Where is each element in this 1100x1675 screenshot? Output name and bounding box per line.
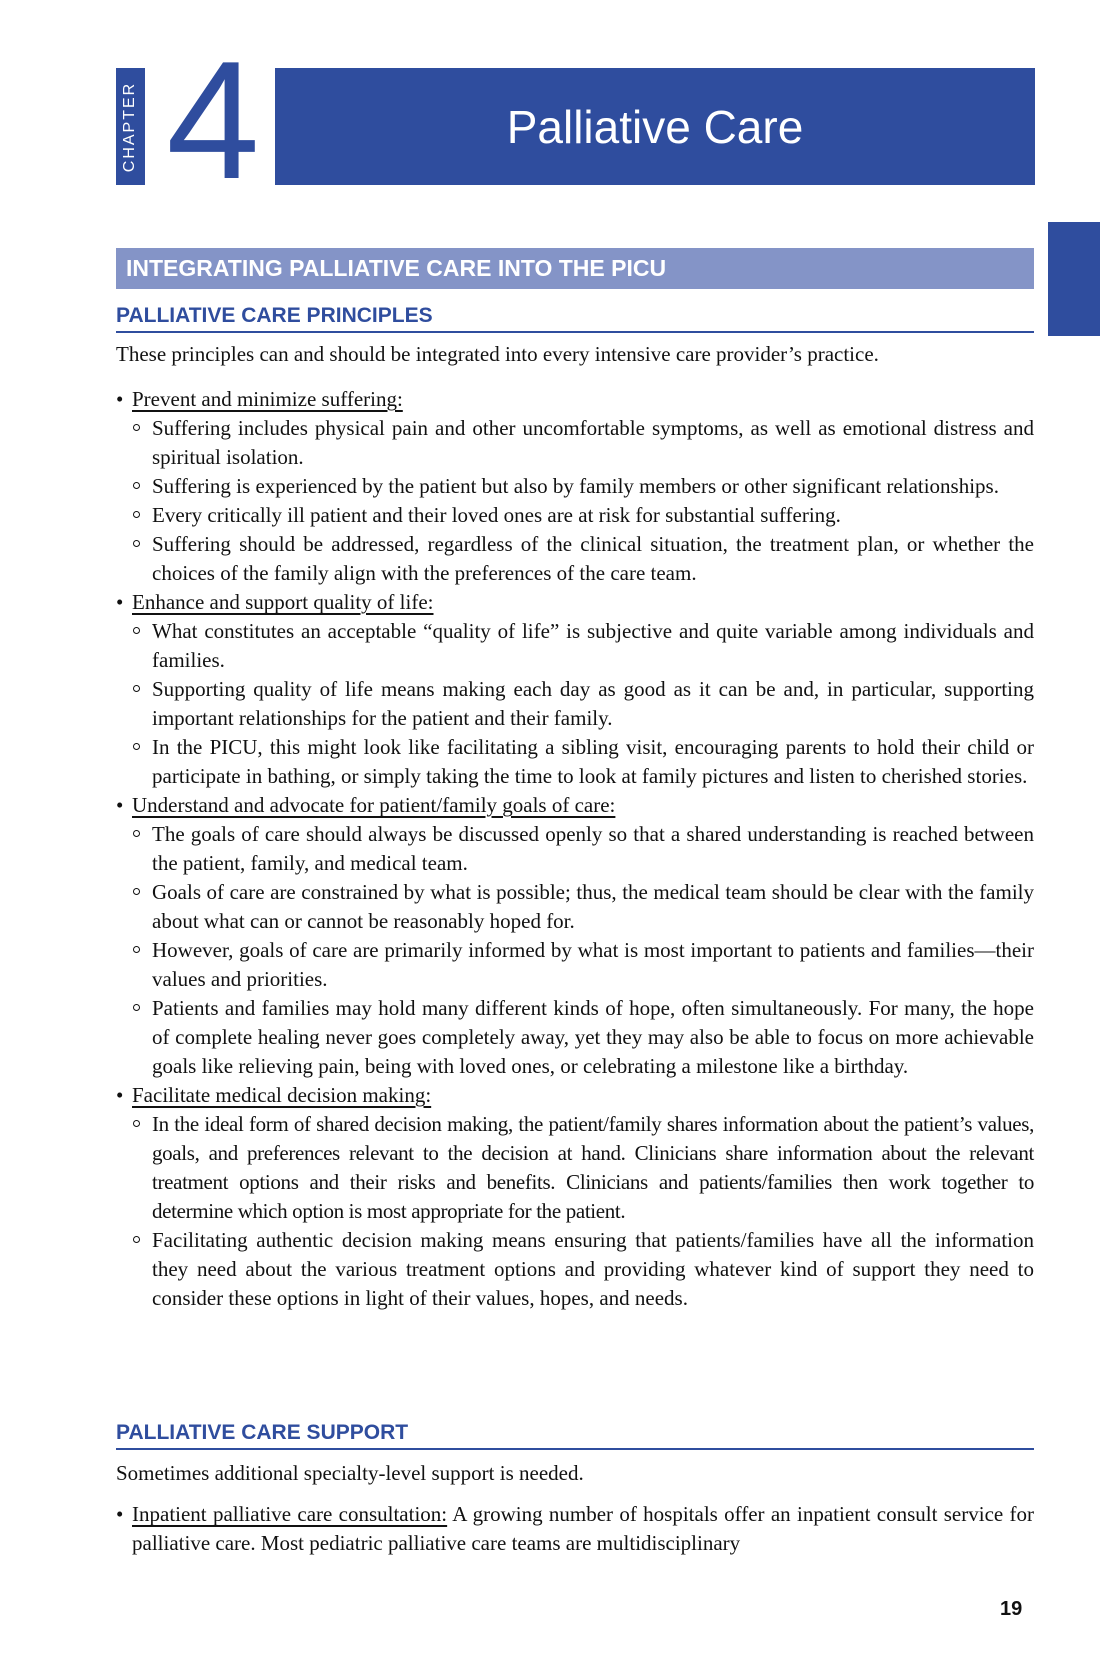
principle-subitem: Facilitating authentic decision making means ensuring that patients/families have all the information they need about the various treatment options and providing whatever kind of support they need to consider these options in light of their values, hopes, and needs. [116, 1226, 1034, 1313]
support-lead: Inpatient palliative care consultation: [132, 1502, 448, 1526]
circle-bullet-icon [133, 1120, 140, 1127]
principle-subitem: Suffering should be addressed, regardless of the clinical situation, the treatment plan, or whether the choices of the family align with the preferences of the care team. [116, 530, 1034, 588]
bullet-icon: • [116, 793, 124, 817]
principle-subitem: Suffering includes physical pain and other uncomfortable symptoms, as well as emotional distress and spiritual isolation. [116, 414, 1034, 472]
circle-bullet-icon [133, 830, 140, 837]
principle-subitem: In the PICU, this might look like facilitating a sibling visit, encouraging parents to hold their child or participate in bathing, or simply taking the time to look at family pictures and listen to cherished stories. [116, 733, 1034, 791]
support-list [116, 1500, 1034, 1558]
chapter-number: 4 [166, 26, 260, 214]
principles-list [116, 385, 1034, 1313]
principle-subitem: Every critically ill patient and their loved ones are at risk for substantial suffering. [116, 501, 1034, 530]
circle-bullet-icon [133, 946, 140, 953]
circle-bullet-icon [133, 482, 140, 489]
principle-subitem: Suffering is experienced by the patient but also by family members or other significant relationships. [116, 472, 1034, 501]
principle-item [116, 791, 1034, 1081]
principle-subitem: In the ideal form of shared decision making, the patient/family shares information about the patient’s values, goals, and preferences relevant to the decision at hand. Clinicians share information about the relevant treatment options and their risks and benefits. Clinicians and patients/families then work together to determine which option is most appropriate for the patient. [116, 1110, 1034, 1226]
circle-bullet-icon [133, 424, 140, 431]
principle-subitem: Supporting quality of life means making each day as good as it can be and, in particular, supporting important relationships for the patient and their family. [116, 675, 1034, 733]
side-thumb-tab [1048, 222, 1100, 336]
section-title: INTEGRATING PALLIATIVE CARE INTO THE PICU [116, 248, 1034, 289]
circle-bullet-icon [133, 888, 140, 895]
principle-subitem: Goals of care are constrained by what is possible; thus, the medical team should be clear with the family about what can or cannot be reasonably hoped for. [116, 878, 1034, 936]
principle-subitem: The goals of care should always be discussed openly so that a shared understanding is reached between the patient, family, and medical team. [116, 820, 1034, 878]
principle-lead: Prevent and minimize suffering: [132, 387, 403, 411]
bullet-icon: • [116, 1083, 124, 1107]
support-intro: Sometimes additional specialty-level support is needed. [116, 1461, 584, 1485]
bullet-icon: • [116, 590, 124, 614]
support-item [116, 1500, 1034, 1558]
principle-lead: Facilitate medical decision making: [132, 1083, 432, 1107]
chapter-title: Palliative Care [275, 68, 1035, 185]
support-heading: PALLIATIVE CARE SUPPORT [116, 1421, 1034, 1450]
principle-subitem: Patients and families may hold many different kinds of hope, often simultaneously. For many, the hope of complete healing never goes completely away, yet they may also be able to focus on more achievable goals like relieving pain, being with loved ones, or celebrating a milestone like a birthday. [116, 994, 1034, 1081]
circle-bullet-icon [133, 743, 140, 750]
circle-bullet-icon [133, 685, 140, 692]
bullet-icon: • [116, 387, 124, 411]
circle-bullet-icon [133, 540, 140, 547]
circle-bullet-icon [133, 511, 140, 518]
support-text: A growing number of hospitals offer an inpatient consult service for palliative care. Most pediatric palliative care teams are multidisciplinary [132, 1502, 1035, 1555]
principle-subitem: What constitutes an acceptable “quality of life” is subjective and quite variable among individuals and families. [116, 617, 1034, 675]
bullet-icon: • [116, 1502, 124, 1526]
principle-subitem: However, goals of care are primarily informed by what is most important to patients and families—their values and priorities. [116, 936, 1034, 994]
principle-lead: Understand and advocate for patient/family goals of care: [132, 793, 616, 817]
principles-intro: These principles can and should be integrated into every intensive care provider’s practice. [116, 342, 879, 366]
circle-bullet-icon [133, 1236, 140, 1243]
principle-item [116, 1081, 1034, 1313]
page-number: 19 [1000, 1598, 1023, 1620]
principles-heading: PALLIATIVE CARE PRINCIPLES [116, 304, 1034, 333]
principle-item [116, 385, 1034, 588]
principle-lead: Enhance and support quality of life: [132, 590, 434, 614]
chapter-label: CHAPTER [116, 68, 145, 185]
principle-item [116, 588, 1034, 791]
circle-bullet-icon [133, 627, 140, 634]
circle-bullet-icon [133, 1004, 140, 1011]
